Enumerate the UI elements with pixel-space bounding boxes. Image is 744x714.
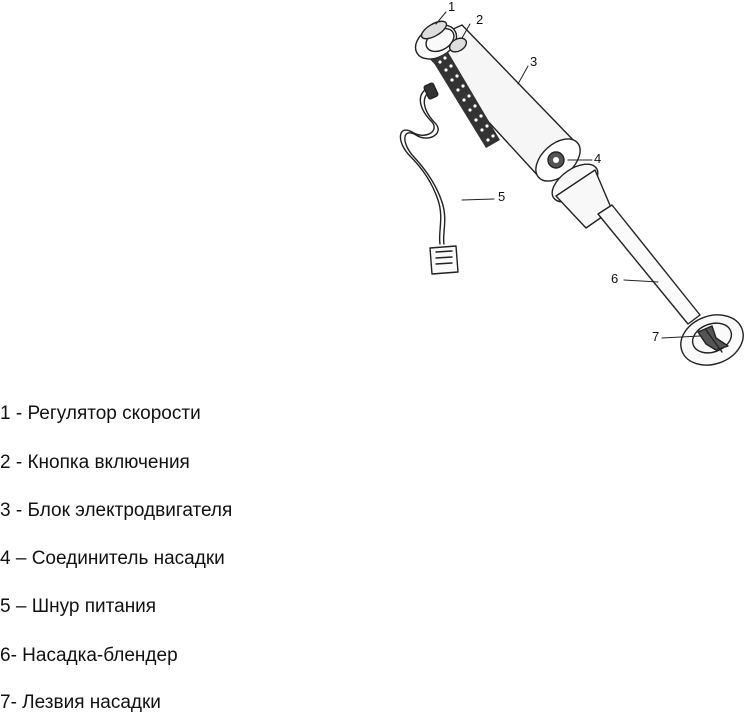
attachment-connector [548, 152, 564, 168]
callout-3: 3 [530, 54, 538, 69]
callout-2: 2 [476, 12, 484, 27]
legend-item-power-button: 2 - Кнопка включения [0, 452, 190, 473]
callout-6: 6 [611, 271, 619, 286]
callout-7: 7 [652, 329, 660, 344]
legend-item-attachment-connector: 4 – Соединитель насадки [0, 548, 225, 569]
legend-item-power-cord: 5 – Шнур питания [0, 596, 157, 617]
legend-item-blades: 7- Лезвия насадки [0, 692, 161, 713]
callout-1: 1 [448, 0, 456, 14]
power-plug [430, 246, 458, 274]
legend-item-blender-attachment: 6- Насадка-блендер [0, 645, 178, 666]
power-cord [400, 83, 444, 244]
callout-4: 4 [594, 151, 602, 166]
legend-item-motor-unit: 3 - Блок электродвигателя [0, 500, 233, 521]
callout-5: 5 [498, 189, 506, 204]
legend-item-speed-regulator: 1 - Регулятор скорости [0, 403, 201, 424]
